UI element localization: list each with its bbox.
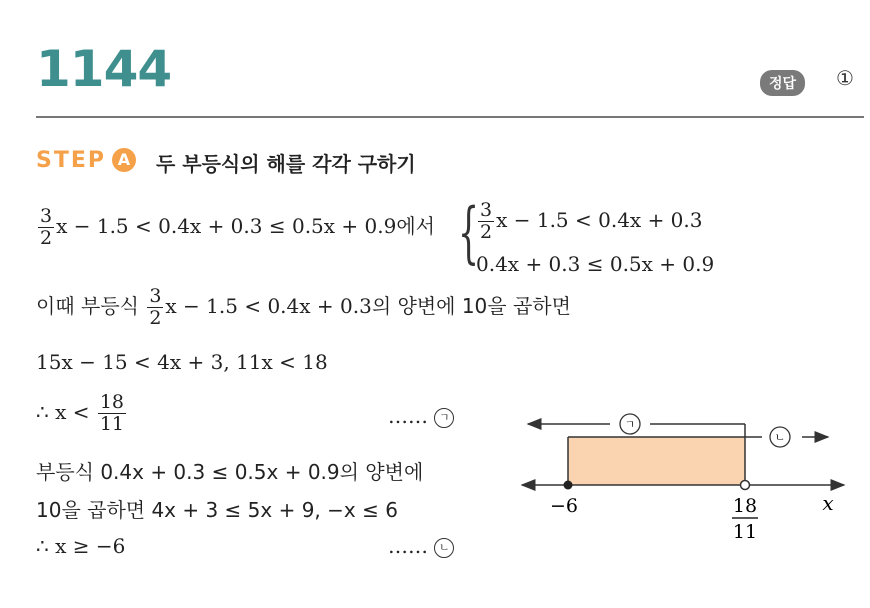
numerator: 3 (480, 199, 493, 221)
problem-number: 1144 (36, 40, 172, 98)
line-7-mark (388, 534, 454, 558)
dots: …… (388, 534, 428, 558)
answer-badge: 정답 (760, 70, 805, 96)
mark-circle-1: ㄱ (434, 408, 454, 428)
step-label: STEP (36, 148, 107, 173)
dots: …… (388, 404, 428, 428)
system-line-1 (476, 200, 703, 243)
line-5: 부등식 0.4x + 0.3 ≤ 0.5x + 0.9의 양변에 (36, 460, 424, 484)
prefix: ∴ x < (36, 400, 90, 424)
label-2: ㄴ (774, 431, 786, 444)
line-4 (36, 392, 128, 435)
answer-value: ① (836, 66, 854, 90)
prefix: 이때 부등식 (36, 294, 139, 318)
header-divider (36, 116, 864, 118)
line-4-mark (388, 404, 454, 428)
number-line-diagram (510, 400, 860, 560)
right-frac-den: 11 (732, 521, 758, 543)
denominator: 11 (99, 413, 125, 435)
right-frac-num: 18 (732, 495, 758, 517)
fraction (38, 206, 54, 249)
denominator: 2 (149, 307, 162, 329)
line-7: ∴ x ≥ −6 (36, 534, 126, 558)
fraction (478, 200, 494, 243)
mark-circle-2: ㄴ (434, 538, 454, 558)
axis-label: x (822, 491, 834, 515)
system-brace: { (458, 194, 479, 271)
expr: x − 1.5 < 0.4x + 0.3 (165, 294, 372, 318)
closed-point (564, 481, 573, 490)
suffix: 에서 (396, 214, 435, 238)
left-value: −6 (549, 495, 579, 517)
step-title: 두 부등식의 해를 각각 구하기 (156, 152, 416, 176)
open-point (741, 481, 750, 490)
fraction (147, 286, 163, 329)
numerator: 3 (149, 285, 162, 307)
line-3: 15x − 15 < 4x + 3, 11x < 18 (36, 350, 328, 374)
numerator: 18 (99, 391, 125, 413)
denominator: 2 (40, 227, 53, 249)
numerator: 3 (40, 205, 53, 227)
fraction (98, 392, 126, 435)
system-expr-1: x − 1.5 < 0.4x + 0.3 (496, 208, 703, 232)
line-1 (36, 206, 435, 249)
label-1: ㄱ (624, 418, 636, 431)
denominator: 2 (480, 221, 493, 243)
solution-region (568, 437, 745, 485)
suffix: 의 양변에 10을 곱하면 (371, 294, 571, 318)
step-letter-badge: A (112, 148, 136, 172)
line-6: 10을 곱하면 4x + 3 ≤ 5x + 9, −x ≤ 6 (36, 498, 398, 522)
inequality-chain: x − 1.5 < 0.4x + 0.3 ≤ 0.5x + 0.9 (56, 214, 397, 238)
system-line-2: 0.4x + 0.3 ≤ 0.5x + 0.9 (476, 252, 715, 276)
line-2 (36, 286, 571, 329)
